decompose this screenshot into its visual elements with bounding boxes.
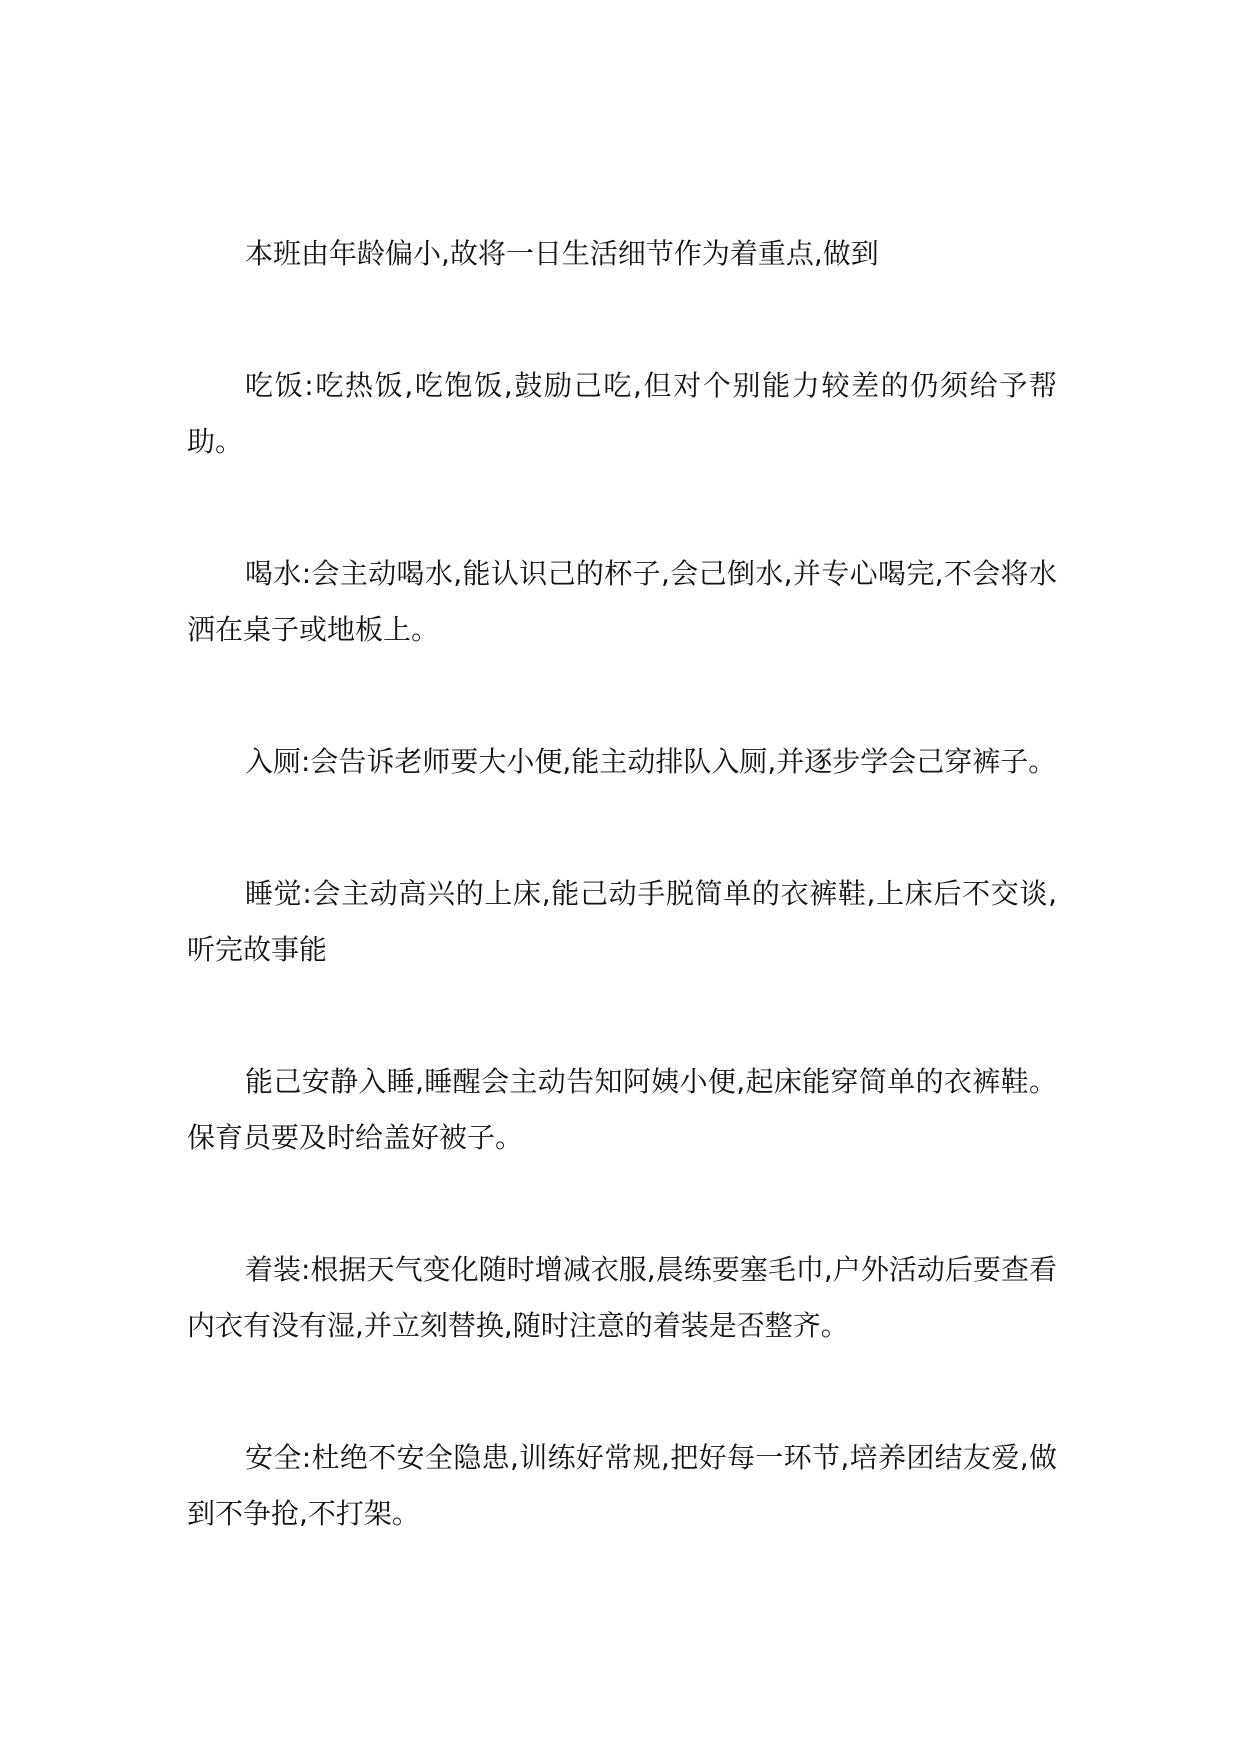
paragraph-dressing: 着装:根据天气变化随时增减衣服,晨练要塞毛巾,户外活动后要查看内衣有没有湿,并立刻替换,随时注意的着装是否整齐。: [187, 1253, 1057, 1342]
document-body: [187, 226, 1057, 1542]
paragraph-toilet: 入厕:会告诉老师要大小便,能主动排队入厕,并逐步学会己穿裤子。: [245, 745, 1057, 778]
paragraph-intro: 本班由年龄偏小,故将一日生活细节作为着重点,做到: [245, 237, 879, 270]
paragraph-drinking: 喝水:会主动喝水,能认识己的杯子,会己倒水,并专心喝完,不会将水洒在桌子或地板上。: [187, 557, 1057, 646]
paragraph-sleeping: 睡觉:会主动高兴的上床,能己动手脱简单的衣裤鞋,上床后不交谈,听完故事能: [187, 877, 1057, 966]
paragraph-sleeping-continued: 能己安静入睡,睡醒会主动告知阿姨小便,起床能穿简单的衣裤鞋。保育员要及时给盖好被子。: [187, 1065, 1057, 1154]
paragraph-eating: 吃饭:吃热饭,吃饱饭,鼓励己吃,但对个别能力较差的仍须给予帮助。: [187, 369, 1057, 458]
paragraph-safety: 安全:杜绝不安全隐患,训练好常规,把好每一环节,培养团结友爱,做到不争抢,不打架。: [187, 1441, 1057, 1530]
